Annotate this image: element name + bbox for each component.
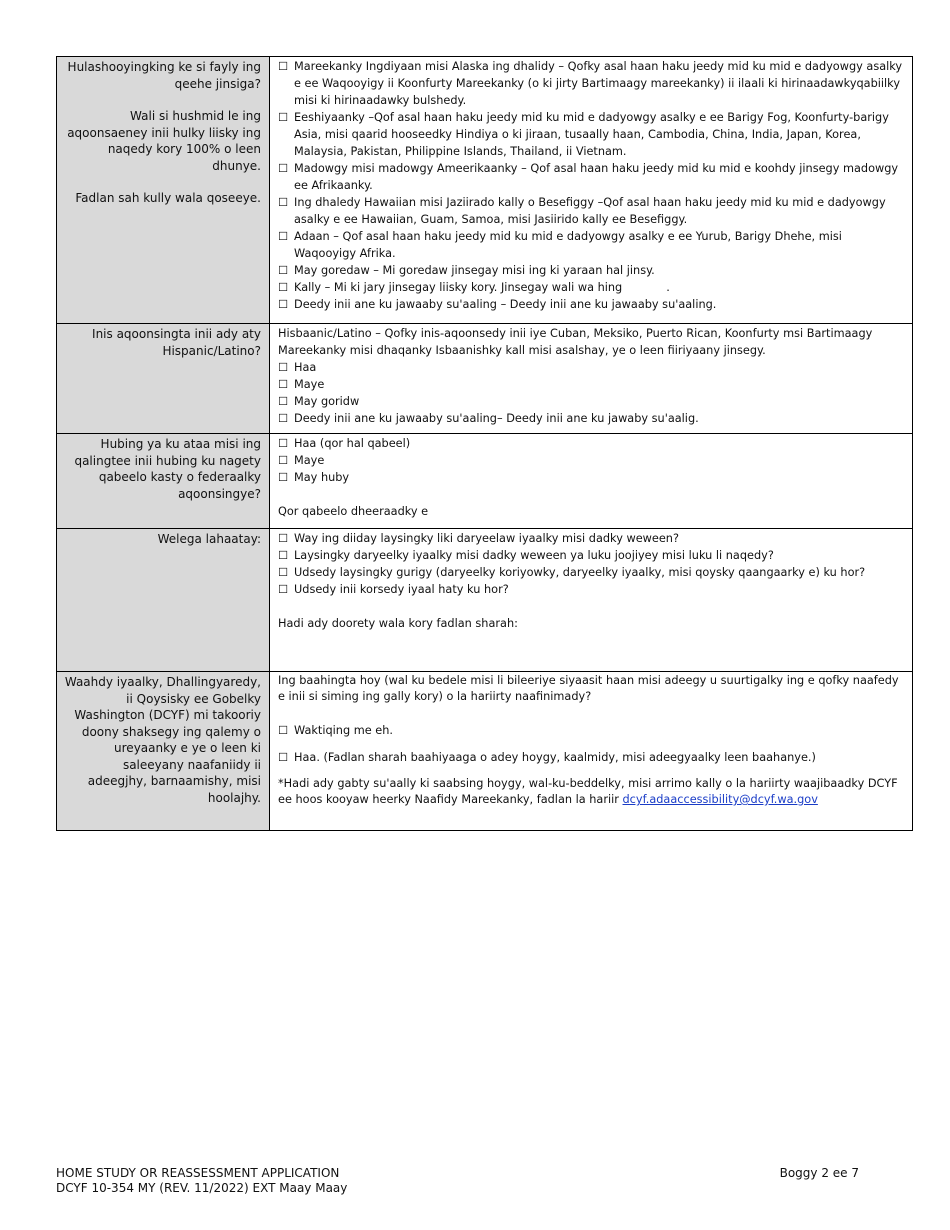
checkbox-icon[interactable]: ☐ [278, 111, 289, 124]
tribe-option-unsure[interactable]: ☐ May huby [278, 471, 350, 484]
checkbox-icon[interactable]: ☐ [278, 162, 289, 175]
tribe-answer-cell [270, 434, 913, 529]
checkbox-icon[interactable]: ☐ [278, 378, 289, 391]
accommodation-option-yes[interactable]: ☐ Haa. (Fadlan sharah baahiyaaga o adey hoygy, kaalmidy, misi adeegyaalky leen baahanye.) [278, 751, 816, 764]
accommodation-row [57, 672, 913, 831]
hispanic-question-cell [57, 324, 270, 434]
race-instruction: Wali si hushmid le ing aqoonsaeney inii hulky liisky ing naqedy kory 100% o leen dhunye. [67, 109, 261, 173]
tribe-question: Hubing ya ku ataa misi ing qalingtee inii hubing ku nagety qabeelo kasty o federaalky aqoonsingye? [74, 437, 261, 501]
checkbox-icon[interactable]: ☐ [278, 361, 289, 374]
accessibility-email-link[interactable]: dcyf.adaaccessibility@dcyf.wa.gov [622, 793, 818, 806]
checkbox-icon[interactable]: ☐ [278, 230, 289, 243]
tribe-row [57, 434, 913, 529]
race-question-cell [57, 57, 270, 324]
checkbox-icon[interactable]: ☐ [278, 724, 289, 737]
checkbox-icon[interactable]: ☐ [278, 196, 289, 209]
race-question: Hulashooyingking ke si fayly ing qeehe jinsiga? [67, 60, 261, 91]
checkbox-icon[interactable]: ☐ [278, 566, 289, 579]
hispanic-question: Inis aqoonsingta inii ady aty Hispanic/Latino? [92, 327, 261, 358]
checkbox-icon[interactable]: ☐ [278, 264, 289, 277]
checkbox-icon[interactable]: ☐ [278, 298, 289, 311]
hispanic-option-no[interactable]: ☐ Maye [278, 378, 325, 391]
hispanic-definition: Hisbaanic/Latino – Qofky inis-aqoonsedy inii iye Cuban, Meksiko, Puerto Rican, Koonfurty msi Bartimaagy Mareekanky misi dhaqanky Isbaanishky kall misi asalshay, ye o leen fiiriyaany jinsegy. [278, 327, 873, 357]
accommodation-option-not-now[interactable]: ☐ Waktiqing me eh. [278, 724, 393, 737]
accommodation-question-cell [57, 672, 270, 831]
additional-tribes-label: Qor qabeelo dheeraadky e [278, 505, 429, 518]
checkbox-icon[interactable]: ☐ [278, 281, 289, 294]
tribe-question-cell [57, 434, 270, 529]
tribe-option-no[interactable]: ☐ Maye [278, 454, 325, 467]
checkbox-icon[interactable]: ☐ [278, 549, 289, 562]
dcyf-nondiscrimination-statement: Waahdy iyaalky, Dhallingyaredy, ii Qoysisky ee Gobelky Washington (DCYF) mi takooriy doony shaksegy ing qalemy o ureyaanky e ye o leen ki saleeyany naafaniidy ii adeegjhy, barnaamishy, misi hoolajhy. [64, 675, 261, 805]
hispanic-row [57, 324, 913, 434]
page-number: Boggy 2 ee 7 [779, 1166, 859, 1180]
race-option-hawaiian[interactable]: ☐ Ing dhaledy Hawaiian misi Jaziirado kally o Besefiggy –Qof asal haan haku jeedy mid ku mid e dadyowgy asalky e ee Hawaiian, Guam, Samoa, misi Jasiirido kally ee Besefiggy. [278, 196, 886, 226]
hispanic-option-decline[interactable]: ☐ Deedy inii ane ku jawaaby su'aaling– Deedy inii ane ku jawaby su'aalig. [278, 412, 699, 425]
race-option-other[interactable]: ☐ Kally – Mi ki jary jinsegay liisky kory. Jinsegay wali wa hing . [278, 281, 670, 294]
history-option-prior-license[interactable]: ☐ Udsedy laysingky gurigy (daryeelky koriyowky, daryeelky iyaalky, misi qoysky qaangaarky e) ku hor? [278, 566, 866, 579]
race-option-white[interactable]: ☐ Adaan – Qof asal haan haku jeedy mid ku mid e dadyowgy asalky e ee Yurub, Barigy Dhehe, misi Waqooyigy Afrika. [278, 230, 842, 260]
checkbox-icon[interactable]: ☐ [278, 412, 289, 425]
accommodation-answer-cell [270, 672, 913, 831]
race-select-all: Fadlan sah kully wala qoseeye. [75, 191, 261, 205]
hispanic-option-yes[interactable]: ☐ Haa [278, 361, 317, 374]
checkbox-icon[interactable]: ☐ [278, 532, 289, 545]
history-option-adopted[interactable]: ☐ Udsedy inii korsedy iyaal haty ku hor? [278, 583, 509, 596]
history-question: Welega lahaatay: [157, 532, 261, 546]
history-option-revoked[interactable]: ☐ Laysingky daryeelky iyaalky misi dadky weween ya luku joojiyey misi luku li naqedy? [278, 549, 774, 562]
accommodation-question: Ing baahingta hoy (wal ku bedele misi li bileeriye siyaasit haan misi adeegy u suurtigalky ing e qofky naafedy e inii si siming ing gally kory) o la hariirty naafinimady? [278, 674, 899, 703]
race-option-decline[interactable]: ☐ Deedy inii ane ku jawaaby su'aaling – Deedy inii ane ku jawaaby su'aaling. [278, 298, 717, 311]
checkbox-icon[interactable]: ☐ [278, 583, 289, 596]
checkbox-icon[interactable]: ☐ [278, 751, 289, 764]
checkbox-icon[interactable]: ☐ [278, 471, 289, 484]
race-row [57, 57, 913, 324]
checkbox-icon[interactable]: ☐ [278, 60, 289, 73]
history-option-denied[interactable]: ☐ Way ing diiday laysingky liki daryeelaw iyaalky misi dadky weween? [278, 532, 679, 545]
hispanic-option-unknown[interactable]: ☐ May goridw [278, 395, 360, 408]
form-code: DCYF 10-354 MY (REV. 11/2022) EXT Maay Maay [56, 1181, 348, 1195]
checkbox-icon[interactable]: ☐ [278, 437, 289, 450]
hispanic-answer-cell [270, 324, 913, 434]
checkbox-icon[interactable]: ☐ [278, 395, 289, 408]
history-answer-cell [270, 529, 913, 672]
history-question-cell [57, 529, 270, 672]
race-option-black[interactable]: ☐ Madowgy misi madowgy Ameerikaanky – Qof asal haan haku jeedy mid ku mid e koohdy jinsegy madowgy ee Afrikaanky. [278, 162, 899, 192]
accommodation-footnote: *Hadi ady gabty su'aally ki saabsing hoygy, wal-ku-beddelky, misi arrimo kally o la hariirty waajibaadky DCYF ee hoos kooyaw heerky Naafidy Mareekanky, fadlan la hariir dcyf.adaaccessibility@dcyf.wa.gov [278, 777, 898, 806]
form-table [56, 56, 913, 831]
race-answer-cell [270, 57, 913, 324]
form-title: HOME STUDY OR REASSESSMENT APPLICATION [56, 1166, 340, 1180]
tribe-option-yes[interactable]: ☐ Haa (qor hal qabeel) [278, 437, 411, 450]
history-explain-label: Hadi ady doorety wala kory fadlan sharah: [278, 617, 518, 630]
race-option-multiple[interactable]: ☐ May goredaw – Mi goredaw jinsegay misi ing ki yaraan hal jinsy. [278, 264, 655, 277]
race-option-asian[interactable]: ☐ Eeshiyaanky –Qof asal haan haku jeedy mid ku mid e dadyowgy asalky e ee Barigy Fog, Koonfurty-barigy Asia, misi qaarid hooseedky Hindiya o ki jiraan, tusaally haan, Cambodia, China, India, Japan, Korea, Malaysia, Pakistan, Philippine Islands, Thailand, ii Vietnam. [278, 111, 889, 158]
history-row [57, 529, 913, 672]
checkbox-icon[interactable]: ☐ [278, 454, 289, 467]
race-option-native[interactable]: ☐ Mareekanky Ingdiyaan misi Alaska ing dhalidy – Qofky asal haan haku jeedy mid ku mid e dadyowgy asalky e ee Waqooyigy ii Koonfurty Mareekanky (o ki jirty Bartimaagy mareekanky) ii ilaali ki hirinaadawkyqabiilky misi ki hirinaadawky bulshedy. [278, 60, 903, 107]
